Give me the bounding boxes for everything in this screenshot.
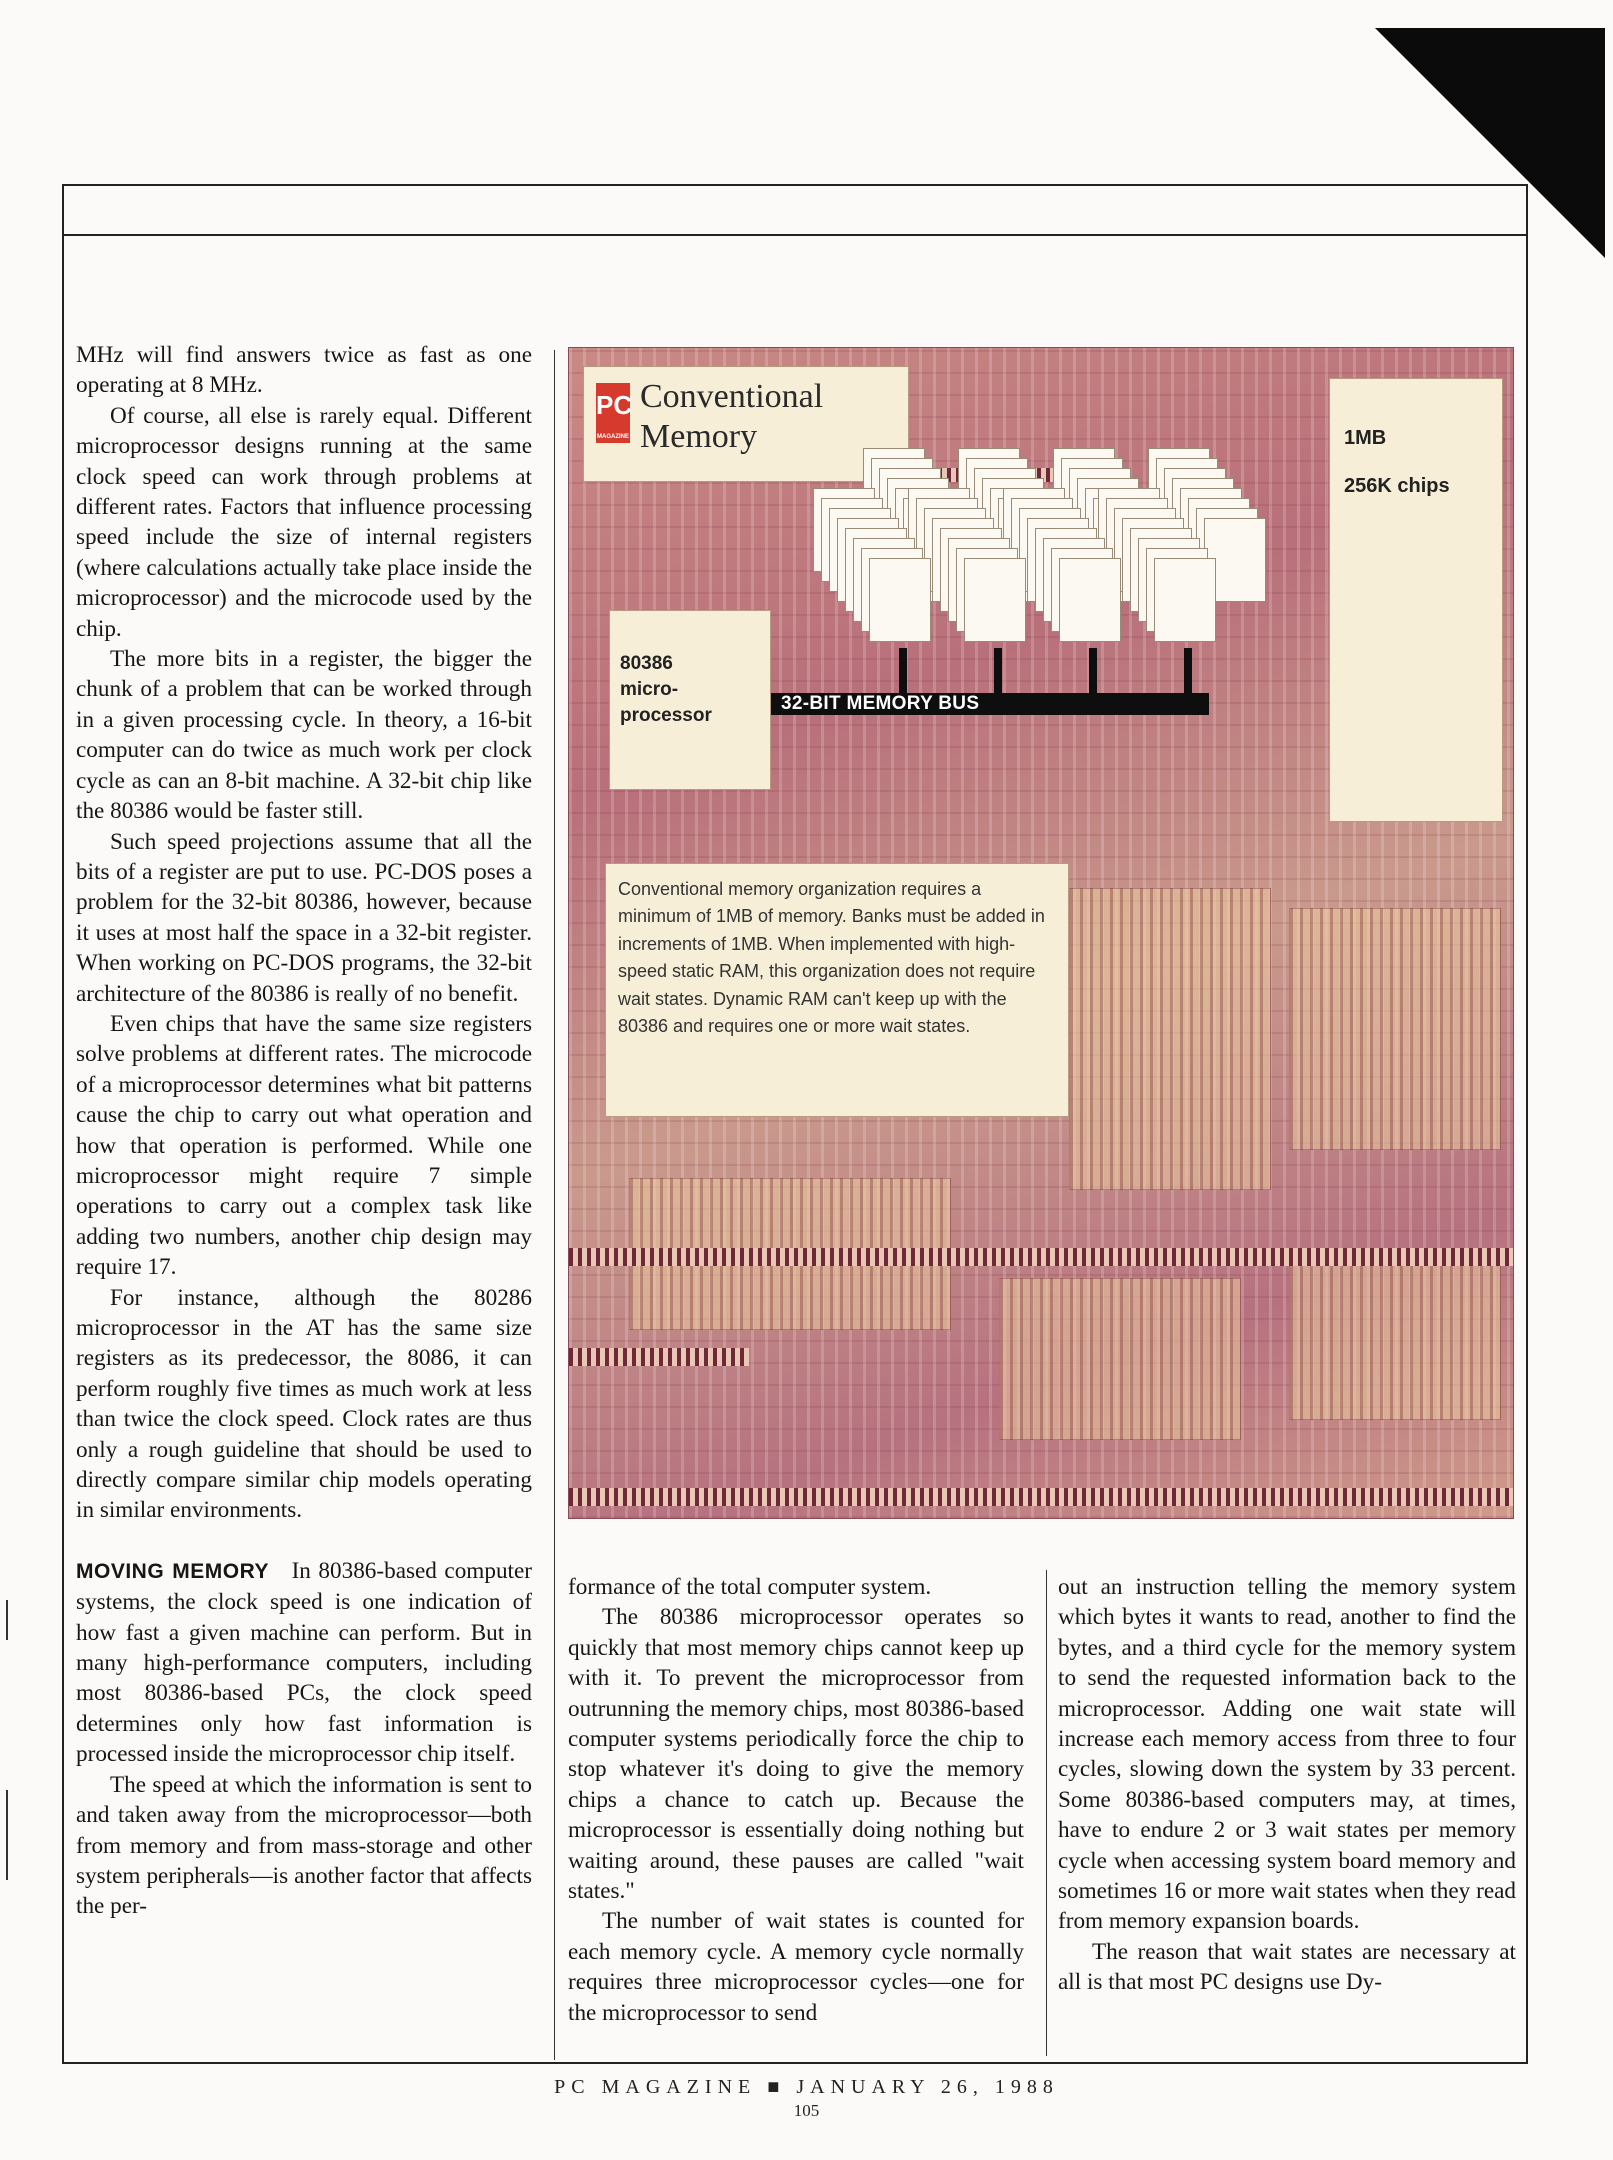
cpu-label-line: 80386 [620,653,673,674]
die-stripe [569,1488,1513,1506]
article-column-2 [568,1572,1024,2028]
margin-mark [6,1790,8,1880]
paragraph: The reason that wait states are necessary at all is that most PC designs use Dy- [1058,1938,1516,1996]
page-number: 105 [793,2101,820,2120]
figure-title-box [583,366,909,482]
article-column-3 [1058,1572,1516,1998]
cpu-label [620,651,712,729]
paragraph: The more bits in a register, the bigger the chunk of a problem that can be worked through in a given processing cycle. In theory, a 16-bit computer can do twice as much work per clock cycle as can an 8-bit machine. A 32-bit chip like the 80386 would be faster still. [76,646,532,825]
figure-title-line: Memory [640,418,758,455]
memory-chip-card [869,558,931,642]
memory-size-box [1329,378,1503,822]
paragraph: Even chips that have the same size registers solve problems at different rates. The microcode of a microprocessor determines what bit patterns cause the chip to carry out what operation and how that operation is performed. While one microprocessor might require 7 simple operations to carry out a complex task like adding two numbers, another chip design may require 17. [76,1010,532,1281]
column-rule-middle [1046,1570,1047,2056]
paragraph: For instance, although the 80286 microprocessor in the AT has the same size registers as its predecessor, the 8086, it can perform roughly five times as much work at less than twice the clock speed. Clock rates are thus only a rough guideline that should be used to directly compare similar chip models operating in similar environments. [76,1284,532,1524]
paragraph: formance of the total computer system. [568,1574,932,1600]
paragraph: out an instruction telling the memory system which bytes it wants to read, another to find the bytes, and a third cycle for the memory system to send the requested information back to the microprocessor. Adding one wait state will increase each memory access from three to four cycles, slowing down the system by 33 percent. Some 80386-based computers may, at times, have to endure 2 or 3 wait states per memory cycle when accessing system board memory and sometimes 16 or more wait states when they read from memory expansion boards. [1058,1574,1516,1935]
cpu-label-line: micro- [620,679,679,700]
logo-subtext: MAGAZINE [597,434,629,440]
die-texture [1289,908,1501,1150]
section-subhead: MOVING MEMORY [76,1559,269,1583]
paragraph: Of course, all else is rarely equal. Different microprocessor designs running at the same clock speed can work through problems at different rates. Factors that influence processing speed include the size of internal registers (where calculations actually take place inside the microprocessor) and the microcode used by the chip. [76,402,532,642]
paragraph: The speed at which the information is sent to and taken away from the microprocessor—both from memory and from mass-storage and other system peripherals—is another factor that affects the per- [76,1771,532,1920]
footer-separator: ■ [767,2076,786,2098]
paragraph-with-subhead [76,1556,532,1770]
pc-magazine-logo [596,383,633,443]
margin-mark [6,1600,8,1640]
cpu-box [609,610,771,790]
figure-title-line: Conventional [640,378,824,415]
bus-connector [1089,648,1097,696]
die-texture [1069,888,1271,1190]
article-column-1 [76,340,532,1922]
bus-connector [899,648,907,696]
bus-connector [994,648,1002,696]
die-stripe [569,1248,1513,1266]
paragraph-text: In 80386-based computer systems, the clock speed is one indication of how fast a given machine can perform. But in many high-performance computers, including most 80386-based PCs, the clock speed determines only how fast information is processed inside the microprocessor chip itself. [76,1557,532,1768]
chip-type-label: 256K chips [1344,475,1450,497]
memory-size-label: 1MB [1344,427,1387,449]
logo-letters: PC [596,390,633,420]
figure-caption: Conventional memory organization requires a minimum of 1MB of memory. Banks must be added in increments of 1MB. When implemented with high-speed static RAM, this organization does not require wait states. Dynamic RAM can't keep up with the 80386 and requires one or more wait states. [605,863,1069,1117]
paragraph: Such speed projections assume that all the bits of a register are put to use. PC-DOS poses a problem for the 32-bit 80386, however, because it uses at most half the space in a 32-bit register. When working on PC-DOS programs, the 32-bit architecture of the 80386 is really of no benefit. [76,828,532,1007]
memory-chip-card [1059,558,1121,642]
die-texture [999,1278,1241,1440]
memory-chip-card [964,558,1026,642]
cpu-label-line: processor [620,705,712,726]
paragraph: The 80386 microprocessor operates so quickly that most memory chips cannot keep up with it. To prevent the microprocessor from outrunning the memory chips, most 80386-based computer systems periodically force the chip to stop whatever it's doing to give the memory chips a chance to catch up. Because the microprocessor is essentially doing nothing but waiting around, these pauses are called "wait states." [568,1604,1024,1905]
figure-title [640,377,823,457]
column-rule-left [554,350,555,2060]
paragraph: The number of wait states is counted for each memory cycle. A memory cycle normally requires three microprocessor cycles—one for the microprocessor to send [568,1908,1024,2026]
memory-chip-card [1154,558,1216,642]
memory-bus-label: 32-BIT MEMORY BUS [781,693,980,714]
header-rule [62,234,1528,236]
conventional-memory-figure [568,347,1514,1519]
issue-date: JANUARY 26, 1988 [796,2076,1059,2098]
bus-connector [1184,648,1192,696]
magazine-name: PC MAGAZINE [554,2076,757,2098]
die-texture [1289,1248,1501,1420]
paragraph: MHz will find answers twice as fast as one operating at 8 MHz. [76,342,532,399]
page-footer [0,2076,1613,2121]
die-stripe [569,1348,749,1366]
